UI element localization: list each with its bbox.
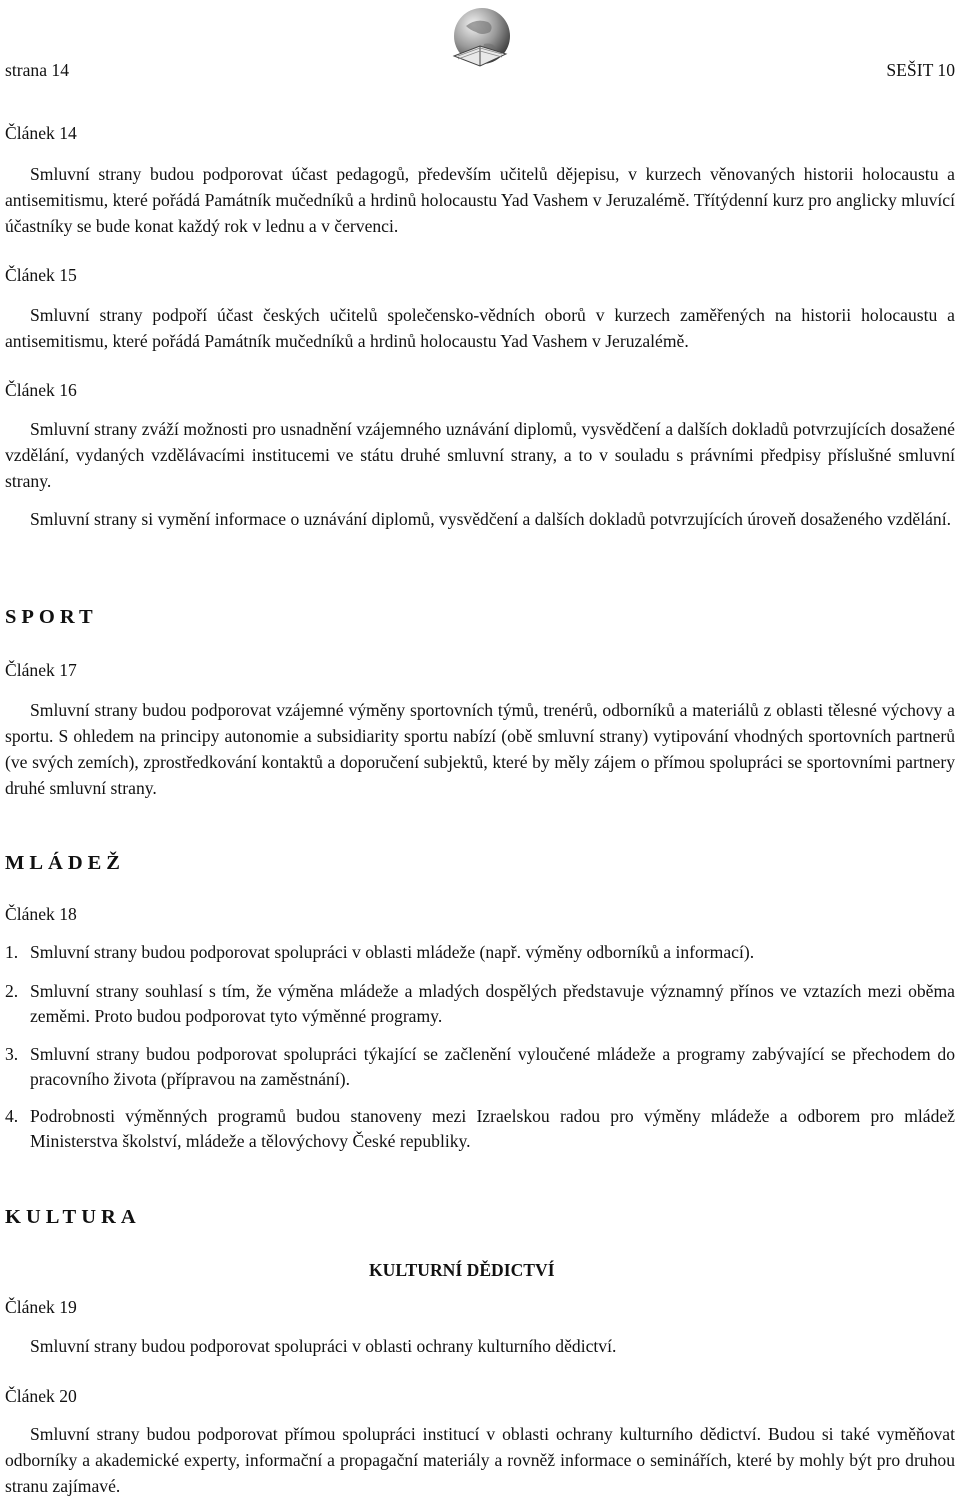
list-item-text: Podrobnosti výměnných programů budou stanoveny mezi Izraelskou radou pro výměny mládeže a odborem pro mládež Ministerstva školství, mládeže a tělovýchovy České republiky.: [30, 1106, 955, 1151]
issue-label: SEŠIT 10: [886, 60, 955, 80]
list-item-text: Smluvní strany budou podporovat spolupráci týkající se začlenění vyloučené mládeže a programy zabývající se přechodem do pracovního života (přípravou na zaměstnání).: [30, 1044, 955, 1089]
article-18-title: Článek 18: [5, 904, 77, 924]
list-item-number: 1.: [5, 942, 19, 962]
article-19-text: Smluvní strany budou podporovat spolupráci v oblasti ochrany kulturního dědictví.: [30, 1336, 617, 1356]
article-15-text: Smluvní strany podpoří účast českých učitelů společensko-vědních oborů v kurzech zaměřených na historii holocaustu a antisemitismu, které pořádá Památník mučedníků a hrdinů holocaustu Yad Vashem v Jeruzalémě.: [5, 305, 955, 351]
article-14-title: Článek 14: [5, 123, 77, 143]
list-item: [5, 979, 955, 1029]
section-heading-kultura: KULTURA: [5, 1206, 141, 1228]
list-item-number: 3.: [5, 1044, 19, 1064]
list-item-text: Smluvní strany budou podporovat spolupráci v oblasti mládeže (např. výměny odborníků a informací).: [30, 942, 755, 962]
list-item-number: 2.: [5, 981, 19, 1001]
article-20-text: Smluvní strany budou podporovat přímou spolupráci institucí v oblasti ochrany kulturního dědictví. Budou si také vyměňovat odborníky a akademické experty, informační a propagační materiály a rovněž informace o seminářích, které by mohly být pro druhou stranu zajímavé.: [5, 1424, 955, 1496]
article-14-text: Smluvní strany budou podporovat účast pedagogů, především učitelů dějepisu, v kurzech věnovaných historii holocaustu a antisemitismu, které pořádá Památník mučedníků a hrdinů holocaustu Yad Vashem v Jeruzalémě. Třítýdenní kurz pro anglicky mluvící účastníky se bude konat každý rok v lednu a v červenci.: [5, 164, 955, 236]
list-item: [5, 1042, 955, 1092]
article-17-title: Článek 17: [5, 660, 77, 680]
list-item-number: 4.: [5, 1106, 19, 1126]
globe-book-logo: [444, 4, 516, 76]
section-heading-sport: SPORT: [5, 606, 98, 628]
page-number: strana 14: [5, 60, 70, 80]
list-item: [5, 1104, 955, 1154]
article-20-title: Článek 20: [5, 1386, 77, 1406]
subheading-kulturni-dedictvi: KULTURNÍ DĚDICTVÍ: [369, 1260, 555, 1280]
list-item-text: Smluvní strany souhlasí s tím, že výměna mládeže a mladých dospělých představuje významný přínos ve vztazích mezi oběma zeměmi. Proto budou podporovat tyto výměnné programy.: [30, 981, 955, 1026]
article-15-title: Článek 15: [5, 265, 77, 285]
article-19-title: Článek 19: [5, 1297, 77, 1317]
article-16-title: Článek 16: [5, 380, 77, 400]
list-item: [5, 940, 955, 965]
article-16-paragraph-2: Smluvní strany si vymění informace o uznávání diplomů, vysvědčení a dalších dokladů potvrzujících úroveň dosaženého vzdělání.: [30, 509, 951, 529]
article-17-text: Smluvní strany budou podporovat vzájemné výměny sportovních týmů, trenérů, odborníků a materiálů z oblasti tělesné výchovy a sportu. S ohledem na principy autonomie a subsidiarity sportu nabízí (obě smluvní strany) vytipování vhodných sportovních partnerů (ve svých zemích), zprostředkování kontaktů a doporučení subjektů, které by měly zájem o přímou spolupráci se sportovními partnery druhé smluvní strany.: [5, 700, 955, 798]
article-16-paragraph-1: Smluvní strany zváží možnosti pro usnadnění vzájemného uznávání diplomů, vysvědčení a dalších dokladů potvrzujících dosažené vzdělání, vydaných vzdělávacími institucemi ve státu druhé smluvní strany, a to v souladu s právními předpisy příslušné smluvní strany.: [5, 419, 955, 491]
section-heading-mladez: MLÁDEŽ: [5, 852, 125, 874]
